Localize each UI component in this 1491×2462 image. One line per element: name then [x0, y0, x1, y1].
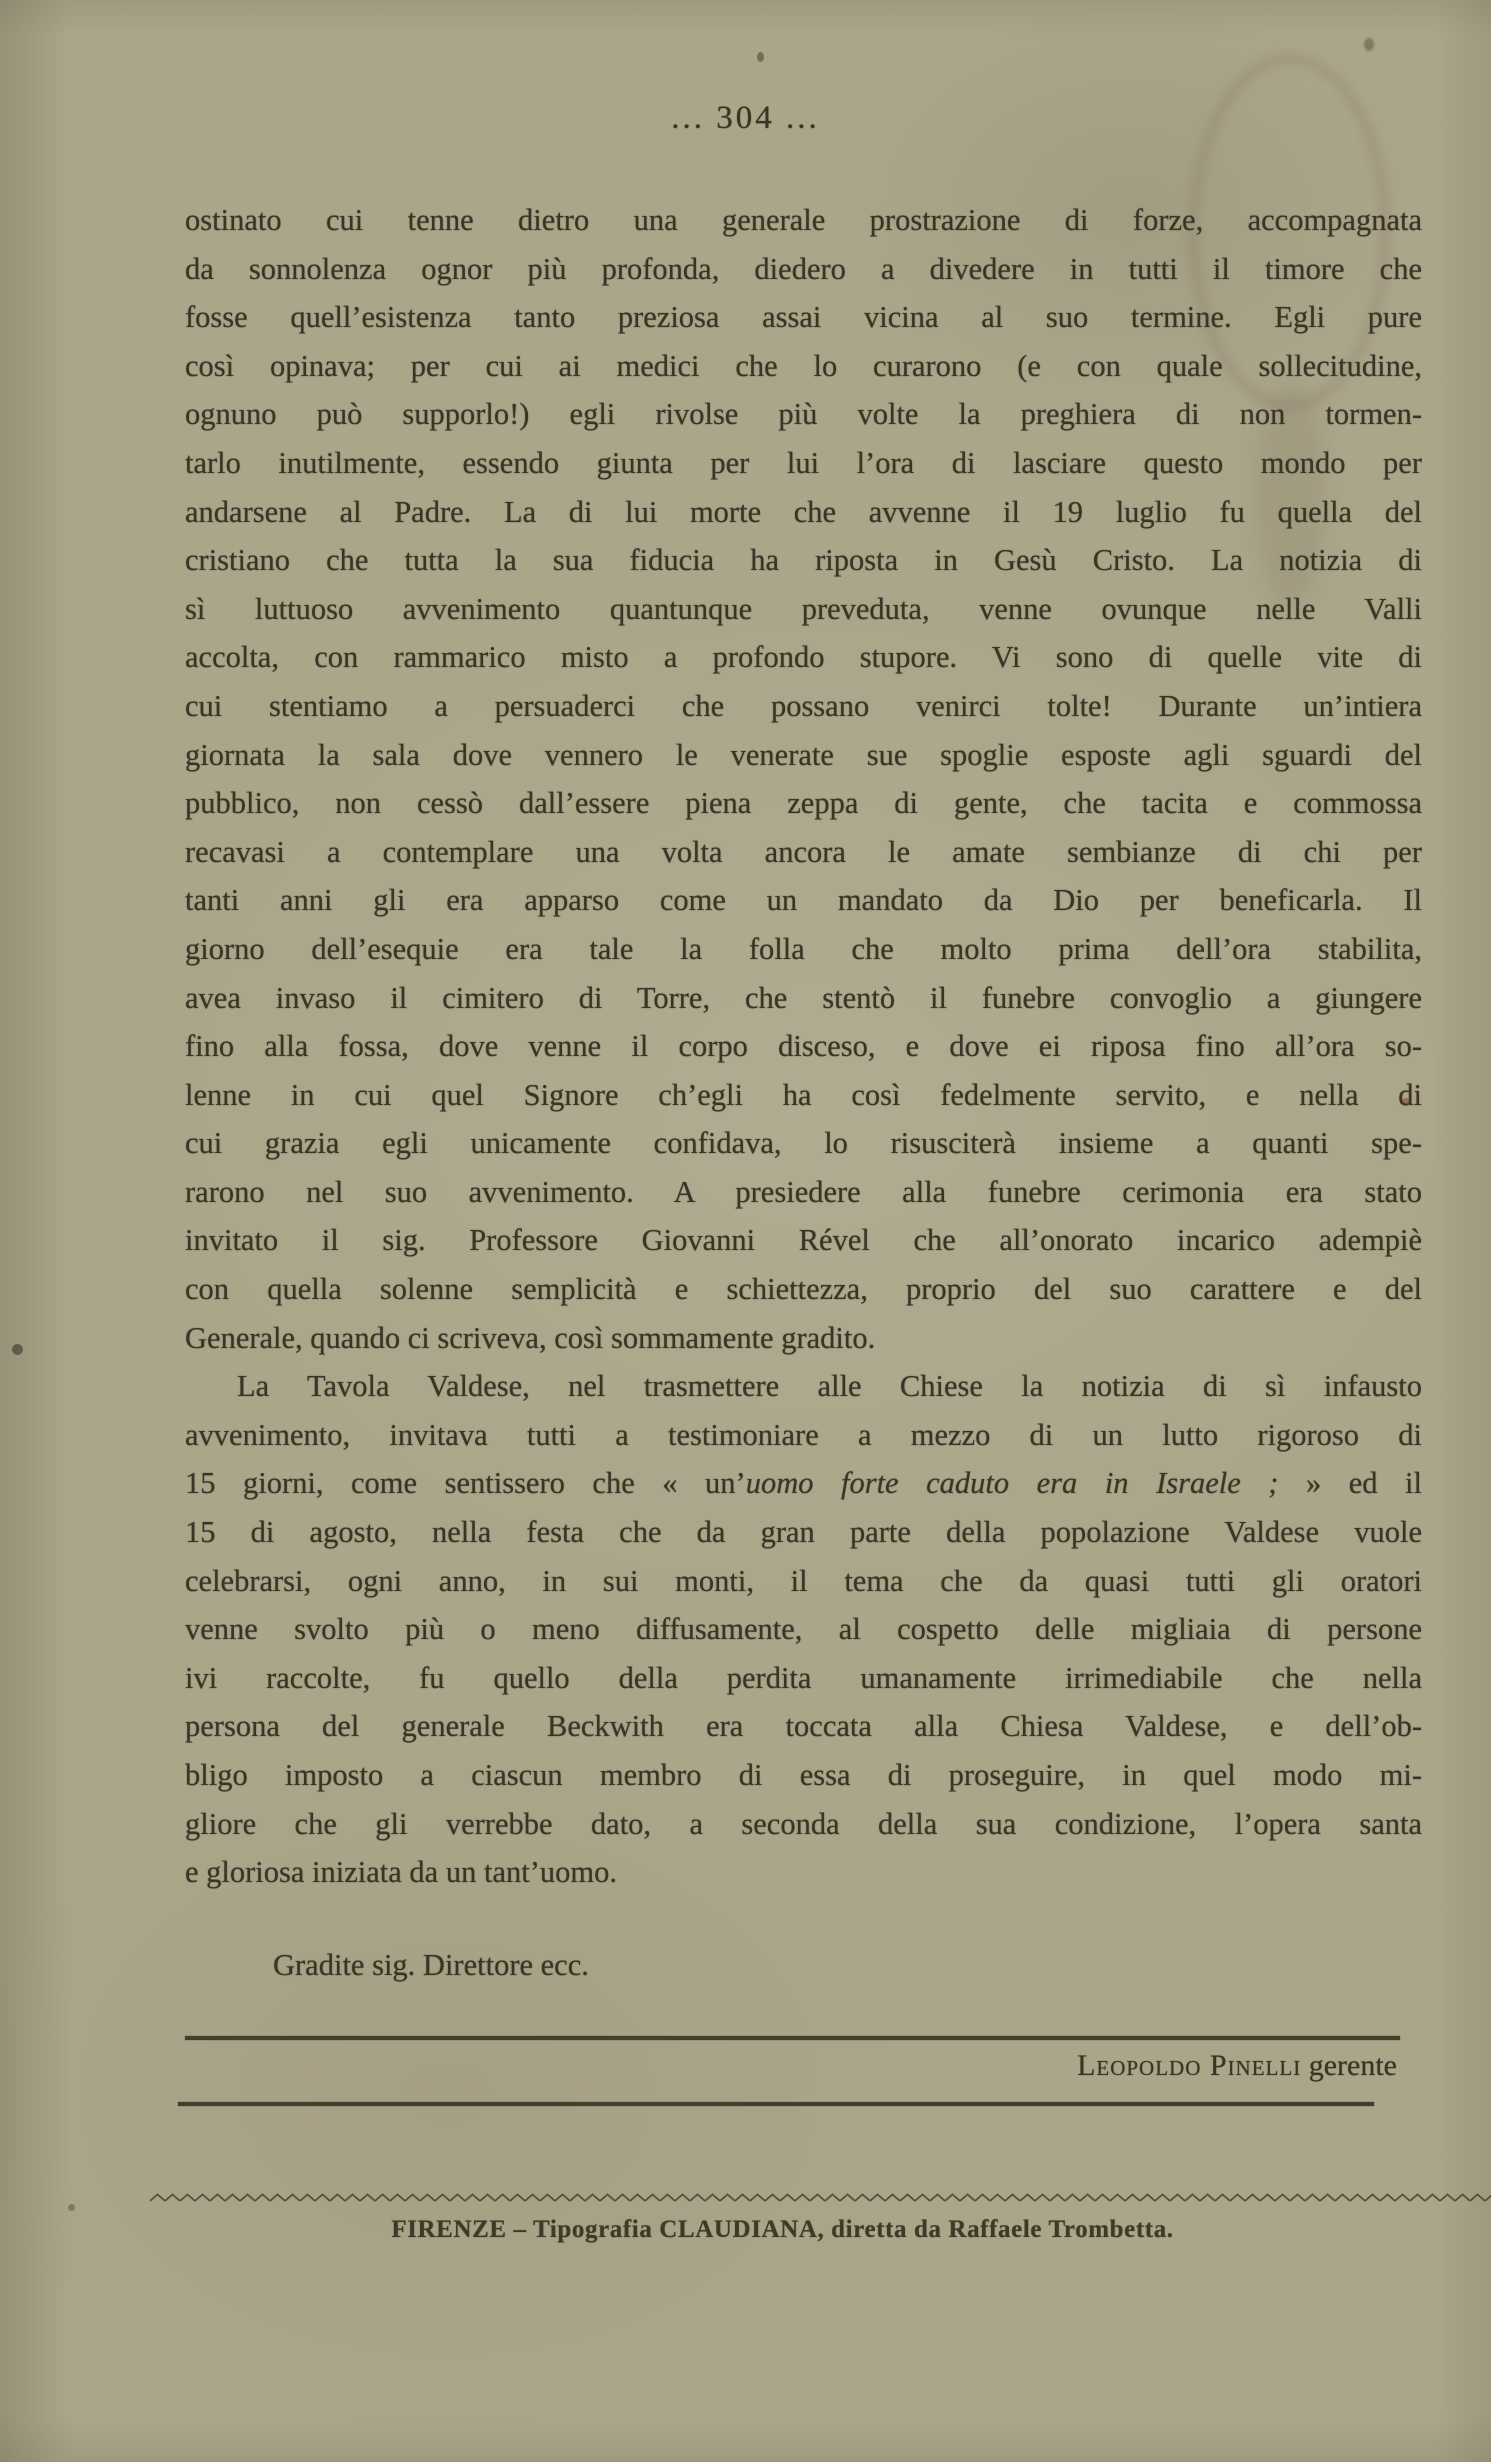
text-line: gliore che gli verrebbe dato, a seconda della sua condizione, l’opera santa — [185, 1806, 1422, 1841]
text-line: da sonnolenza ognor più profonda, diedero a divedere in tutti il timore che — [185, 251, 1422, 286]
paper-speck — [757, 52, 764, 62]
text-line: rarono nel suo avvenimento. A presiedere alla funebre cerimonia era stato — [185, 1174, 1422, 1209]
text-line: e gloriosa iniziata da un tant’uomo. — [185, 1855, 617, 1890]
divider-rule-top — [185, 2036, 1400, 2040]
text-line: ivi raccolte, fu quello della perdita umanamente irrimediabile che nella — [185, 1660, 1422, 1695]
text-line: ostinato cui tenne dietro una generale prostrazione di forze, accompagnata — [185, 203, 1422, 237]
text-line: tanti anni gli era apparso come un mandato da Dio per beneficarla. Il — [185, 883, 1422, 918]
text-line: con quella solenne semplicità e schiettezza, proprio del suo carattere e del — [185, 1272, 1422, 1307]
signature-name: Leopoldo Pinelli — [1077, 2049, 1302, 2082]
text-line: 15 giorni, come sentissero che « un’uomo forte caduto era in Israele ; » ed il — [185, 1466, 1422, 1501]
signature-role: gerente — [1308, 2049, 1397, 2082]
text-line: avvenimento, invitava tutti a testimoniare a mezzo di un lutto rigoroso di — [185, 1417, 1422, 1452]
text-line: fosse quell’esistenza tanto preziosa assai vicina al suo termine. Egli pure — [185, 300, 1422, 335]
paper-speck — [68, 2204, 75, 2211]
paper-speck — [12, 1344, 23, 1355]
text-line: venne svolto più o meno diffusamente, al cospetto delle migliaia di persone — [185, 1612, 1422, 1647]
text-line: sì luttuoso avvenimento quantunque preveduta, venne ovunque nelle Valli — [185, 591, 1422, 626]
text-line: giornata la sala dove vennero le venerate sue spoglie esposte agli sguardi del — [185, 737, 1422, 772]
text-line: recavasi a contemplare una volta ancora le amate sembianze di chi per — [185, 834, 1422, 869]
text-line: fino alla fossa, dove venne il corpo disceso, e dove ei riposa fino all’ora so- — [185, 1029, 1422, 1064]
text-line: La Tavola Valdese, nel trasmettere alle Chiese la notizia di sì infausto — [237, 1369, 1422, 1404]
text-line: Generale, quando ci scriveva, così sommamente gradito. — [185, 1320, 876, 1355]
text-line: tarlo inutilmente, essendo giunta per lui l’ora di lasciare questo mondo per — [185, 445, 1422, 480]
divider-rule-bottom — [178, 2102, 1374, 2106]
text-line: avea invaso il cimitero di Torre, che stentò il funebre convoglio a giungere — [185, 980, 1422, 1015]
body-text — [185, 196, 1422, 1989]
text-line: lenne in cui quel Signore ch’egli ha così fedelmente servito, e nella di — [185, 1077, 1422, 1112]
text-line: accolta, con rammarico misto a profondo stupore. Vi sono di quelle vite di — [185, 640, 1422, 675]
zigzag-divider — [150, 2192, 1491, 2204]
text-line: cui grazia egli unicamente confidava, lo risusciterà insieme a quanti spe- — [185, 1126, 1422, 1161]
text-line: giorno dell’esequie era tale la folla che molto prima dell’ora stabilita, — [185, 931, 1422, 966]
imprint-line: FIRENZE – Tipografia CLAUDIANA, diretta da Raffaele Trombetta. — [391, 2216, 1174, 2243]
text-line: cui stentiamo a persuaderci che possano venirci tolte! Durante un’intiera — [185, 688, 1422, 723]
text-line: celebrarsi, ogni anno, in sui monti, il tema che da quasi tutti gli oratori — [185, 1563, 1422, 1598]
text-line: così opinava; per cui ai medici che lo curarono (e con quale sollecitudine, — [185, 348, 1422, 383]
text-line: invitato il sig. Professore Giovanni Rével che all’onorato incarico adempiè — [185, 1223, 1422, 1258]
page-number: ... 304 ... — [671, 100, 820, 136]
paragraph-2 — [185, 1362, 1422, 1897]
closing-line: Gradite sig. Direttore ecc. — [273, 1947, 589, 1982]
text-line: 15 di agosto, nella festa che da gran parte della popolazione Valdese vuole — [185, 1515, 1422, 1550]
text-line: pubblico, non cessò dall’essere piena zeppa di gente, che tacita e commossa — [185, 786, 1422, 821]
signature-line — [1077, 2046, 1397, 2086]
text-line: andarsene al Padre. La di lui morte che avvenne il 19 luglio fu quella del — [185, 494, 1422, 529]
paper-speck — [1364, 38, 1374, 51]
text-line: cristiano che tutta la sua fiducia ha riposta in Gesù Cristo. La notizia di — [185, 543, 1422, 578]
paragraph-1 — [185, 196, 1422, 1362]
text-line: persona del generale Beckwith era toccata alla Chiesa Valdese, e dell’ob- — [185, 1709, 1422, 1744]
text-line: ognuno può supporlo!) egli rivolse più volte la preghiera di non tormen- — [185, 397, 1422, 432]
text-line: bligo imposto a ciascun membro di essa di proseguire, in quel modo mi- — [185, 1758, 1422, 1792]
